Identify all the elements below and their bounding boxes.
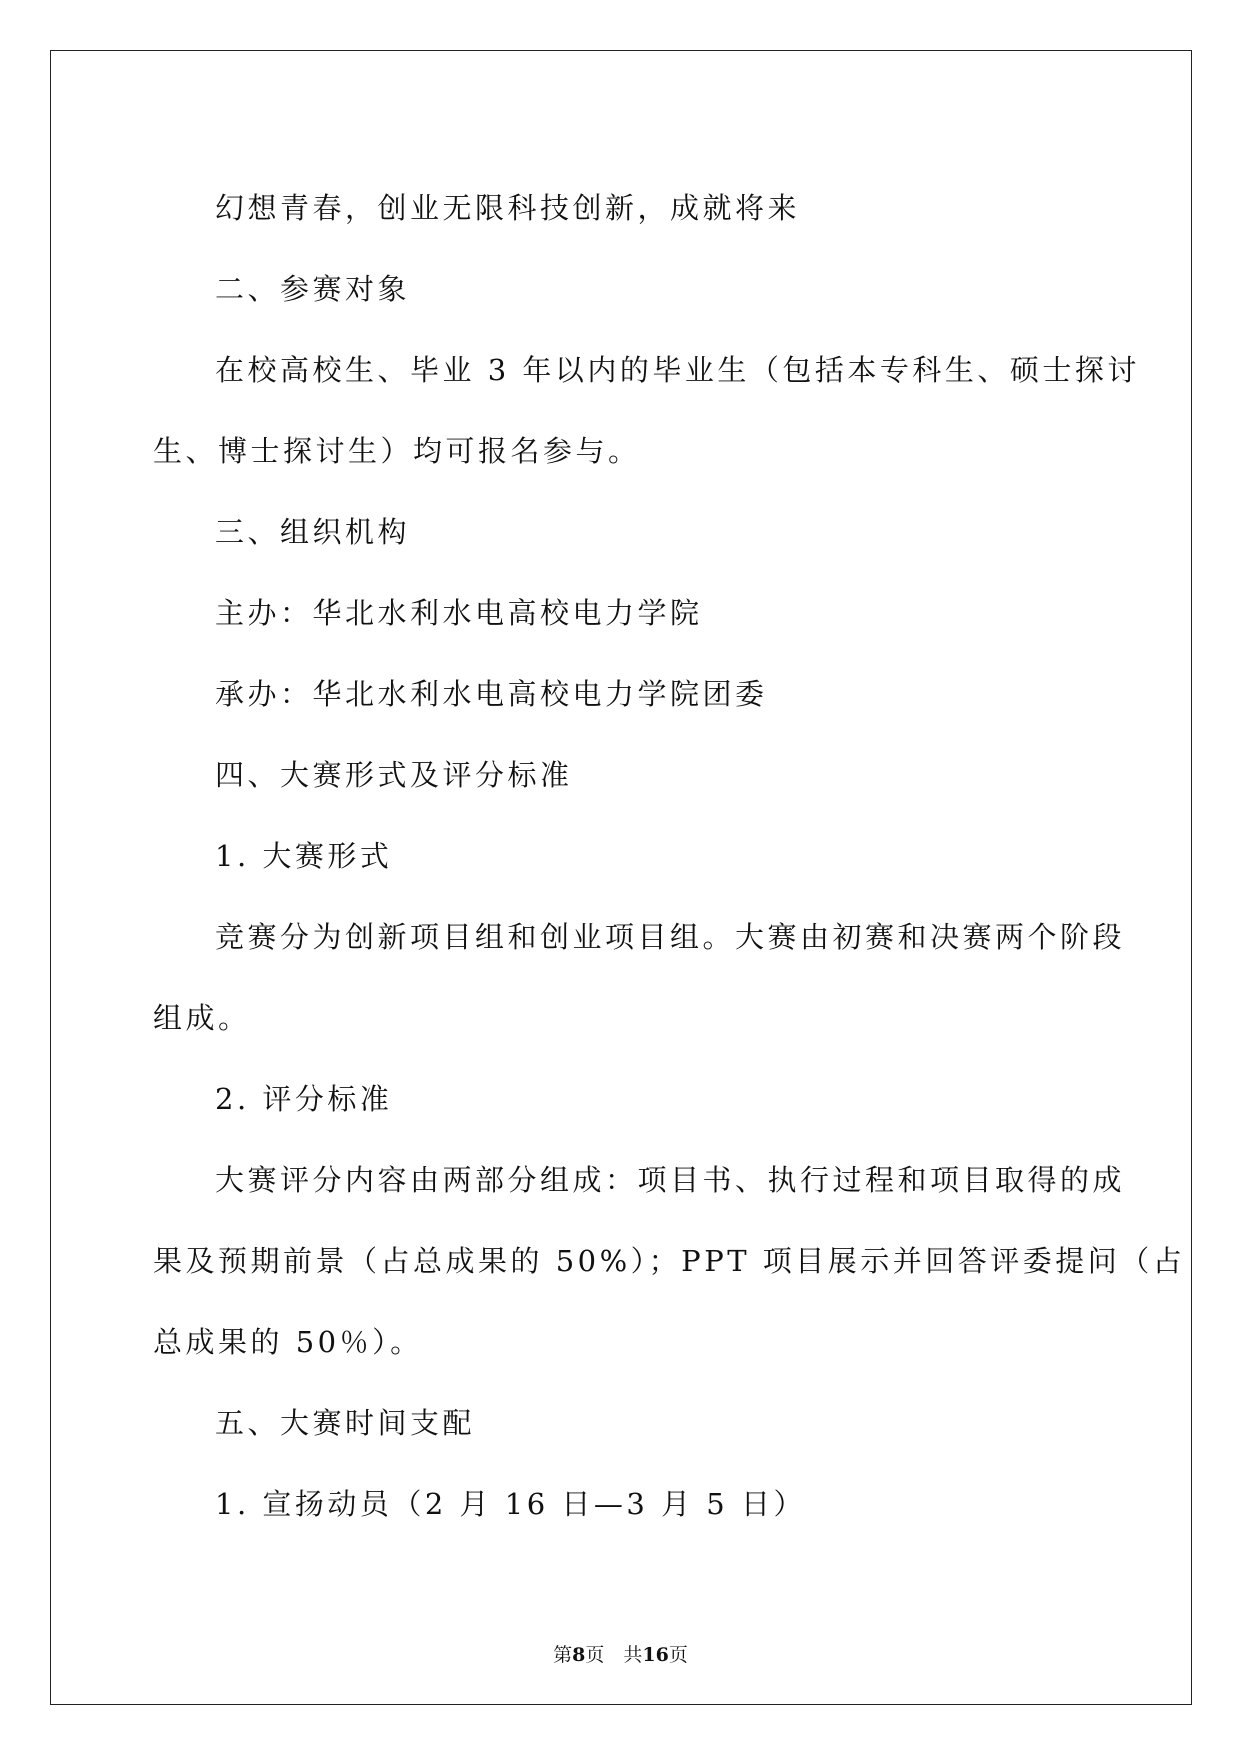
text-line: 组成。 xyxy=(153,1001,251,1035)
footer-prefix: 第 xyxy=(553,1644,573,1666)
paragraph-p3 xyxy=(153,330,1140,492)
paragraph-p2 xyxy=(153,249,1093,330)
paragraph-p13 xyxy=(153,1464,1093,1545)
section-heading: 二、参赛对象 xyxy=(215,272,411,306)
text-line: 生、博士探讨生）均可报名参与。 xyxy=(153,434,641,468)
paragraph-p9 xyxy=(153,897,1126,1059)
paragraph-p6 xyxy=(153,654,1093,735)
paragraph-p8 xyxy=(153,816,1093,897)
section-heading: 三、组织机构 xyxy=(215,515,411,549)
section-heading: 四、大赛形式及评分标准 xyxy=(215,758,573,792)
document-body xyxy=(153,168,1186,1545)
subsection-heading: 1. 大赛形式 xyxy=(215,839,393,873)
subsection-heading: 2. 评分标准 xyxy=(215,1082,393,1116)
paragraph-p4 xyxy=(153,492,1093,573)
footer-page-number: 8 xyxy=(572,1644,586,1666)
footer-suffix: 页 xyxy=(668,1644,688,1666)
text-line: 总成果的 50％）。 xyxy=(153,1325,423,1359)
text-line: 竞赛分为创新项目组和创业项目组。大赛由初赛和决赛两个阶段 xyxy=(215,920,1126,954)
subsection-heading: 1. 宣扬动员（2 月 16 日—3 月 5 日） xyxy=(215,1487,806,1521)
text-line: 主办：华北水利水电高校电力学院 xyxy=(215,596,703,630)
paragraph-p11 xyxy=(153,1140,1186,1383)
paragraph-p7 xyxy=(153,735,1093,816)
section-heading: 五、大赛时间支配 xyxy=(215,1406,476,1440)
paragraph-p12 xyxy=(153,1383,1093,1464)
text-line: 大赛评分内容由两部分组成：项目书、执行过程和项目取得的成 xyxy=(215,1163,1126,1197)
text-line: 在校高校生、毕业 3 年以内的毕业生（包括本专科生、硕士探讨 xyxy=(215,353,1140,387)
paragraph-p5 xyxy=(153,573,1093,654)
paragraph-p10 xyxy=(153,1059,1093,1140)
text-line: 幻想青春，创业无限科技创新，成就将来 xyxy=(215,191,801,225)
text-line: 承办：华北水利水电高校电力学院团委 xyxy=(215,677,768,711)
page-footer xyxy=(0,1640,1241,1667)
footer-middle: 页 共 xyxy=(585,1644,643,1666)
text-line: 果及预期前景（占总成果的 50%）；PPT 项目展示并回答评委提问（占 xyxy=(153,1244,1186,1278)
footer-total-pages: 16 xyxy=(642,1644,669,1666)
paragraph-p1 xyxy=(153,168,1093,249)
